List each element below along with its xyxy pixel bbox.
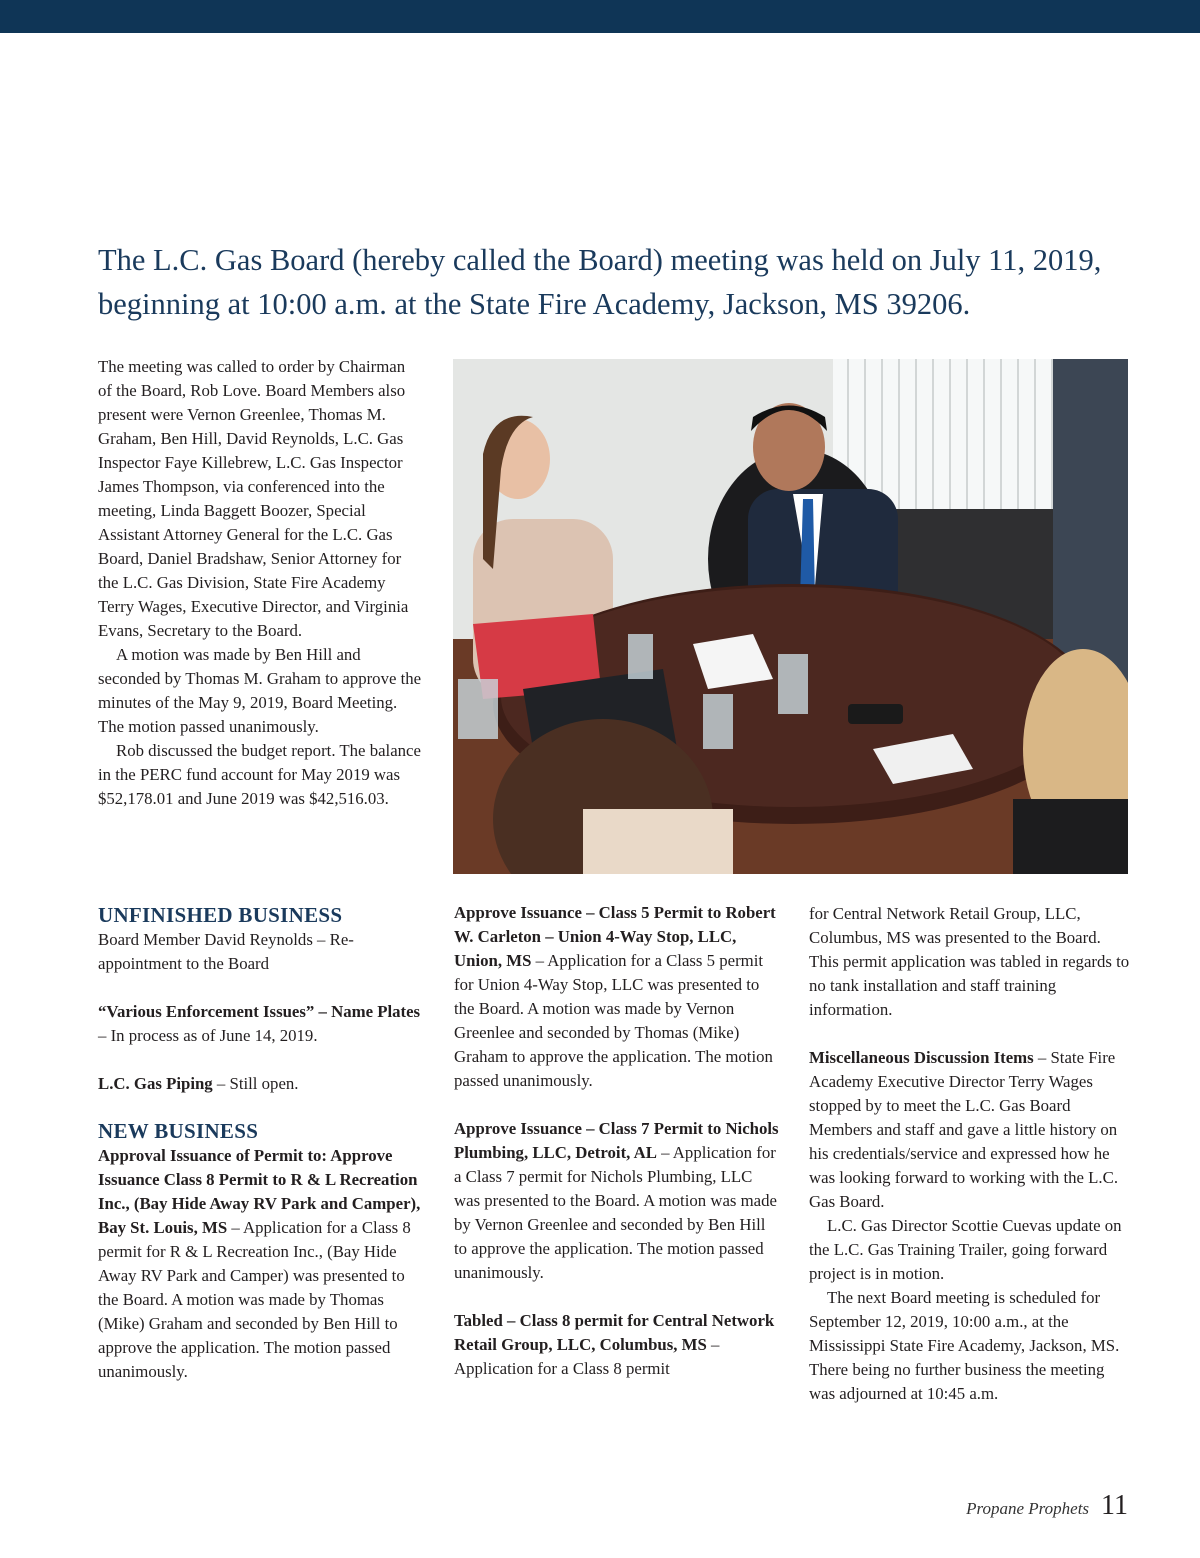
- misc-paragraph-3: The next Board meeting is scheduled for September 12, 2019, 10:00 a.m., at the Mississippi State Fire Academy, Jackson, MS. There being no further business the meeting was adjourned at 10:45 a.m.: [809, 1288, 1120, 1403]
- misc-paragraph-2: L.C. Gas Director Scottie Cuevas update on the L.C. Gas Training Trailer, going forward project is in motion.: [809, 1216, 1122, 1283]
- unfinished-item-2: “Various Enforcement Issues” – Name Plates – In process as of June 14, 2019.: [98, 1002, 421, 1045]
- misc-discussion: Miscellaneous Discussion Items – State Fire Academy Executive Director Terry Wages stopped by to meet the L.C. Gas Board Members and staff and gave a little history on his credentials/service and expressed how he was looking forward to working with the L.C. Gas Board.: [809, 1048, 1119, 1211]
- unfinished-item-3: L.C. Gas Piping – Still open.: [98, 1074, 299, 1093]
- column-middle: [454, 901, 779, 1381]
- new-business-item-3: Approve Issuance – Class 7 Permit to Nichols Plumbing, LLC, Detroit, AL – Application for a Class 7 permit for Nichols Plumbing, LLC was presented to the Board. A motion was made by Vernon Greenlee and seconded by Ben Hill to approve the application. The motion passed unanimously.: [454, 1119, 779, 1282]
- column-left-business: [98, 902, 423, 1384]
- unfinished-business-heading: UNFINISHED BUSINESS: [98, 903, 343, 927]
- meeting-photo: [453, 359, 1128, 874]
- page-number: 11: [1101, 1490, 1128, 1521]
- column-right: [809, 902, 1134, 1406]
- intro-paragraph-3: Rob discussed the budget report. The balance in the PERC fund account for May 2019 was $52,178.01 and June 2019 was $42,516.03.: [98, 741, 421, 808]
- page-footer: [966, 1490, 1128, 1522]
- unfinished-item-1: Board Member David Reynolds – Re-appointment to the Board: [98, 930, 354, 973]
- new-business-heading: NEW BUSINESS: [98, 1119, 259, 1143]
- intro-paragraph-1: The meeting was called to order by Chairman of the Board, Rob Love. Board Members also present were Vernon Greenlee, Thomas M. Graham, Ben Hill, David Reynolds, L.C. Gas Inspector Faye Killebrew, L.C. Gas Inspector James Thompson, via conferenced into the meeting, Linda Baggett Boozer, Special Assistant Attorney General for the L.C. Gas Board, Daniel Bradshaw, Senior Attorney for the L.C. Gas Division, State Fire Academy Terry Wages, Executive Director, and Virginia Evans, Secretary to the Board.: [98, 357, 409, 640]
- top-color-band: [0, 0, 1200, 33]
- lead-paragraph: The L.C. Gas Board (hereby called the Board) meeting was held on July 11, 2019, beginning at 10:00 a.m. at the State Fire Academy, Jackson, MS 39206.: [98, 243, 1102, 321]
- new-business-item-4-continued: for Central Network Retail Group, LLC, Columbus, MS was presented to the Board. This permit application was tabled in regards to no tank installation and staff training information.: [809, 904, 1130, 1019]
- new-business-item-4: Tabled – Class 8 permit for Central Network Retail Group, LLC, Columbus, MS – Application for a Class 8 permit: [454, 1311, 775, 1378]
- column-intro: [98, 355, 423, 811]
- magazine-name: Propane Prophets: [966, 1499, 1090, 1518]
- intro-paragraph-2: A motion was made by Ben Hill and seconded by Thomas M. Graham to approve the minutes of the May 9, 2019, Board Meeting. The motion passed unanimously.: [98, 645, 422, 736]
- new-business-item-2: Approve Issuance – Class 5 Permit to Robert W. Carleton – Union 4-Way Stop, LLC, Union, MS – Application for a Class 5 permit for Union 4-Way Stop, LLC was presented to the Board. A motion was made by Vernon Greenlee and seconded by Thomas (Mike) Graham to approve the application. The motion passed unanimously.: [454, 903, 776, 1090]
- new-business-item-1: Approval Issuance of Permit to: Approve Issuance Class 8 Permit to R & L Recreation Inc., (Bay Hide Away RV Park and Camper), Bay St. Louis, MS – Application for a Class 8 permit for R & L Recreation Inc., (Bay Hide Away RV Park and Camper) was presented to the Board. A motion was made by Thomas (Mike) Graham and seconded by Ben Hill to approve the application. The motion passed unanimously.: [98, 1146, 421, 1381]
